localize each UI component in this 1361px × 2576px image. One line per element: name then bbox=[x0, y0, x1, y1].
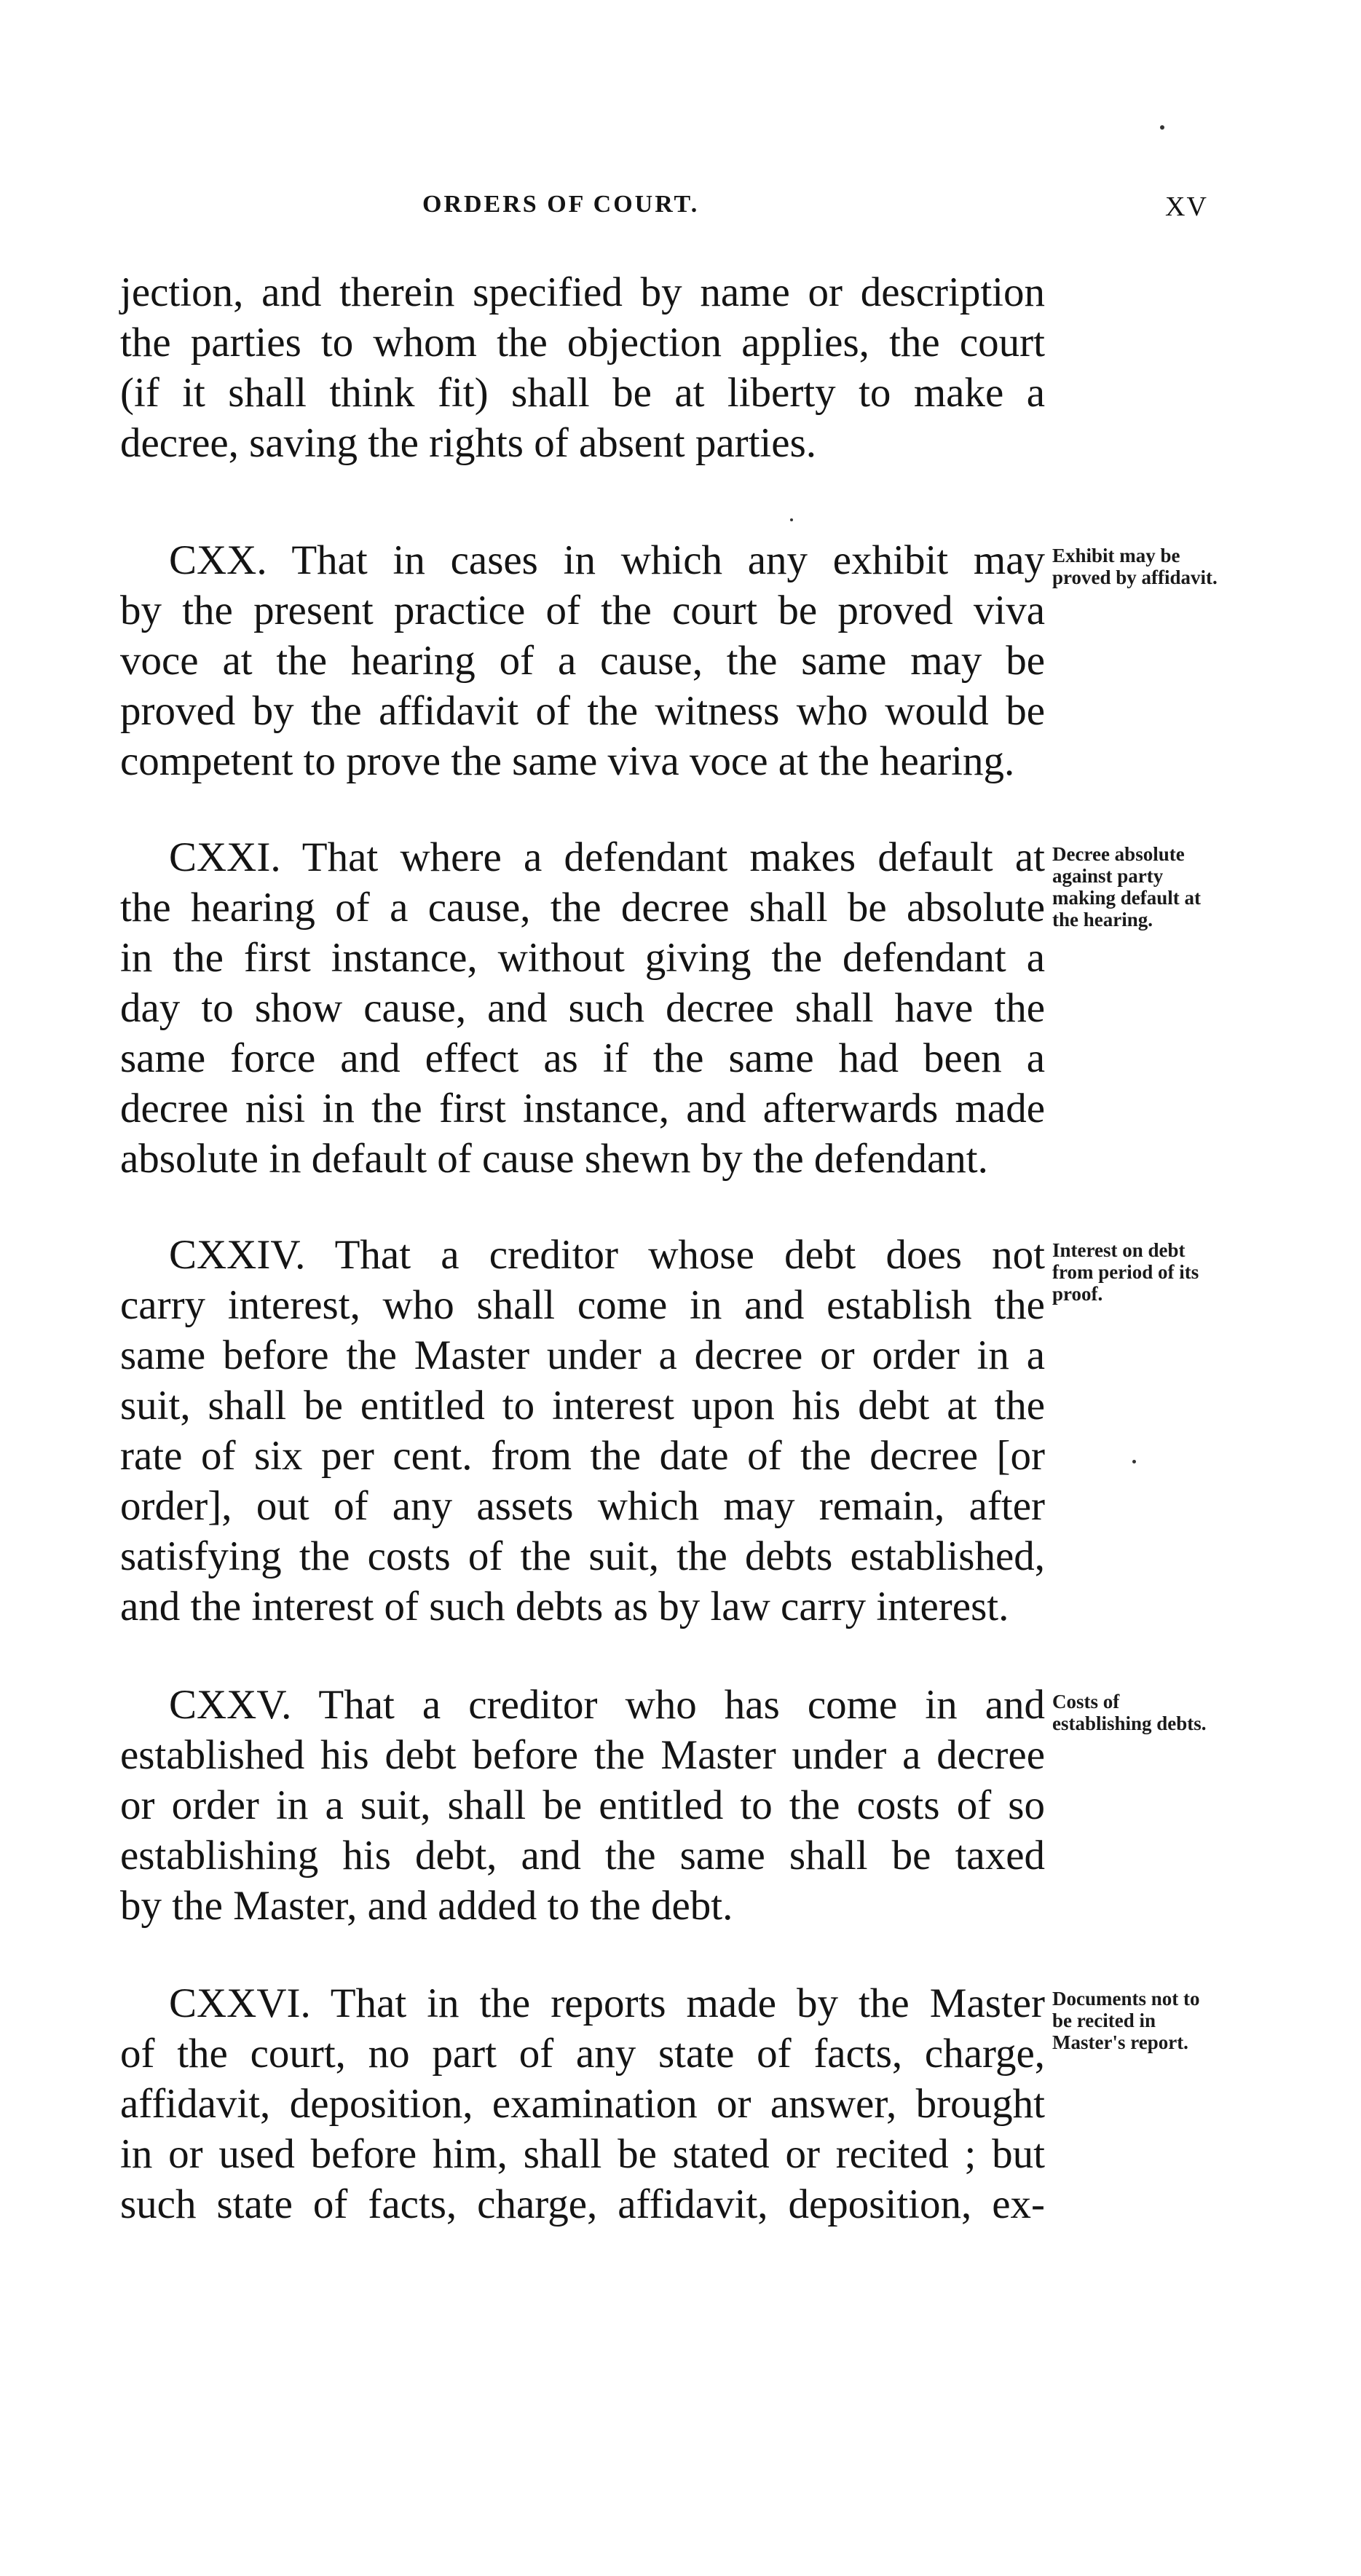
text-line: establishing his debt, and the same shall be taxed bbox=[120, 1833, 1045, 1878]
margin-note: Decree absolute against party making default at the hearing. bbox=[1052, 843, 1202, 931]
text-line: decree nisi in the first instance, and afterwards made bbox=[120, 1086, 1045, 1131]
text-line: by the present practice of the court be proved viva bbox=[120, 588, 1045, 633]
margin-note: Costs of establishing debts. bbox=[1052, 1691, 1207, 1734]
text-line: competent to prove the same viva voce at the hearing. bbox=[120, 738, 1015, 784]
text-line: the hearing of a cause, the decree shall be absolute bbox=[120, 885, 1045, 931]
text-line: and the interest of such debts as by law carry interest. bbox=[120, 1584, 1009, 1629]
text-line: proved by the affidavit of the witness who would be bbox=[120, 688, 1045, 734]
print-speck bbox=[1160, 125, 1164, 130]
text-line: in the first instance, without giving the defendant a bbox=[120, 935, 1045, 981]
text-line: CXXI. That where a defendant makes default at bbox=[169, 834, 1045, 880]
text-line: same before the Master under a decree or order in a bbox=[120, 1332, 1045, 1378]
text-line: suit, shall be entitled to interest upon his debt at the bbox=[120, 1383, 1045, 1429]
text-line: in or used before him, shall be stated or recited ; but bbox=[120, 2131, 1045, 2177]
text-line: CXXVI. That in the reports made by the Master bbox=[169, 1980, 1045, 2026]
text-line: order], out of any assets which may remain, after bbox=[120, 1483, 1045, 1529]
text-line: decree, saving the rights of absent parties. bbox=[120, 420, 817, 466]
text-line: same force and effect as if the same had been a bbox=[120, 1035, 1045, 1081]
text-line: CXX. That in cases in which any exhibit may bbox=[169, 537, 1045, 583]
text-line: affidavit, deposition, examination or answer, brought bbox=[120, 2081, 1045, 2127]
print-speck bbox=[790, 518, 793, 521]
text-line: CXXIV. That a creditor whose debt does not bbox=[169, 1232, 1045, 1278]
margin-note: Exhibit may be proved by affidavit. bbox=[1052, 545, 1218, 588]
text-line: or order in a suit, shall be entitled to the costs of so bbox=[120, 1782, 1045, 1828]
text-line: jection, and therein specified by name or description bbox=[120, 269, 1045, 315]
margin-note: Documents not to be recited in Master's report. bbox=[1052, 1988, 1200, 2053]
text-line: day to show cause, and such decree shall have the bbox=[120, 985, 1045, 1031]
text-line: CXXV. That a creditor who has come in and bbox=[169, 1682, 1045, 1728]
text-line: voce at the hearing of a cause, the same may be bbox=[120, 638, 1045, 684]
text-line: carry interest, who shall come in and establish the bbox=[120, 1282, 1045, 1328]
text-line: the parties to whom the objection applies, the court bbox=[120, 320, 1045, 366]
text-line: satisfying the costs of the suit, the debts established, bbox=[120, 1533, 1045, 1579]
text-line: such state of facts, charge, affidavit, deposition, ex- bbox=[120, 2181, 1045, 2227]
text-line: (if it shall think fit) shall be at liberty to make a bbox=[120, 370, 1045, 416]
text-line: by the Master, and added to the debt. bbox=[120, 1883, 733, 1929]
running-title: ORDERS OF COURT. bbox=[422, 191, 700, 218]
text-line: absolute in default of cause shewn by the defendant. bbox=[120, 1136, 988, 1182]
text-line: of the court, no part of any state of facts, charge, bbox=[120, 2031, 1045, 2077]
page-number: XV bbox=[1165, 191, 1208, 222]
print-speck bbox=[1132, 1460, 1136, 1463]
margin-note: Interest on debt from period of its proof. bbox=[1052, 1239, 1199, 1305]
text-line: established his debt before the Master under a decree bbox=[120, 1732, 1045, 1778]
text-line: rate of six per cent. from the date of the decree [or bbox=[120, 1433, 1045, 1479]
